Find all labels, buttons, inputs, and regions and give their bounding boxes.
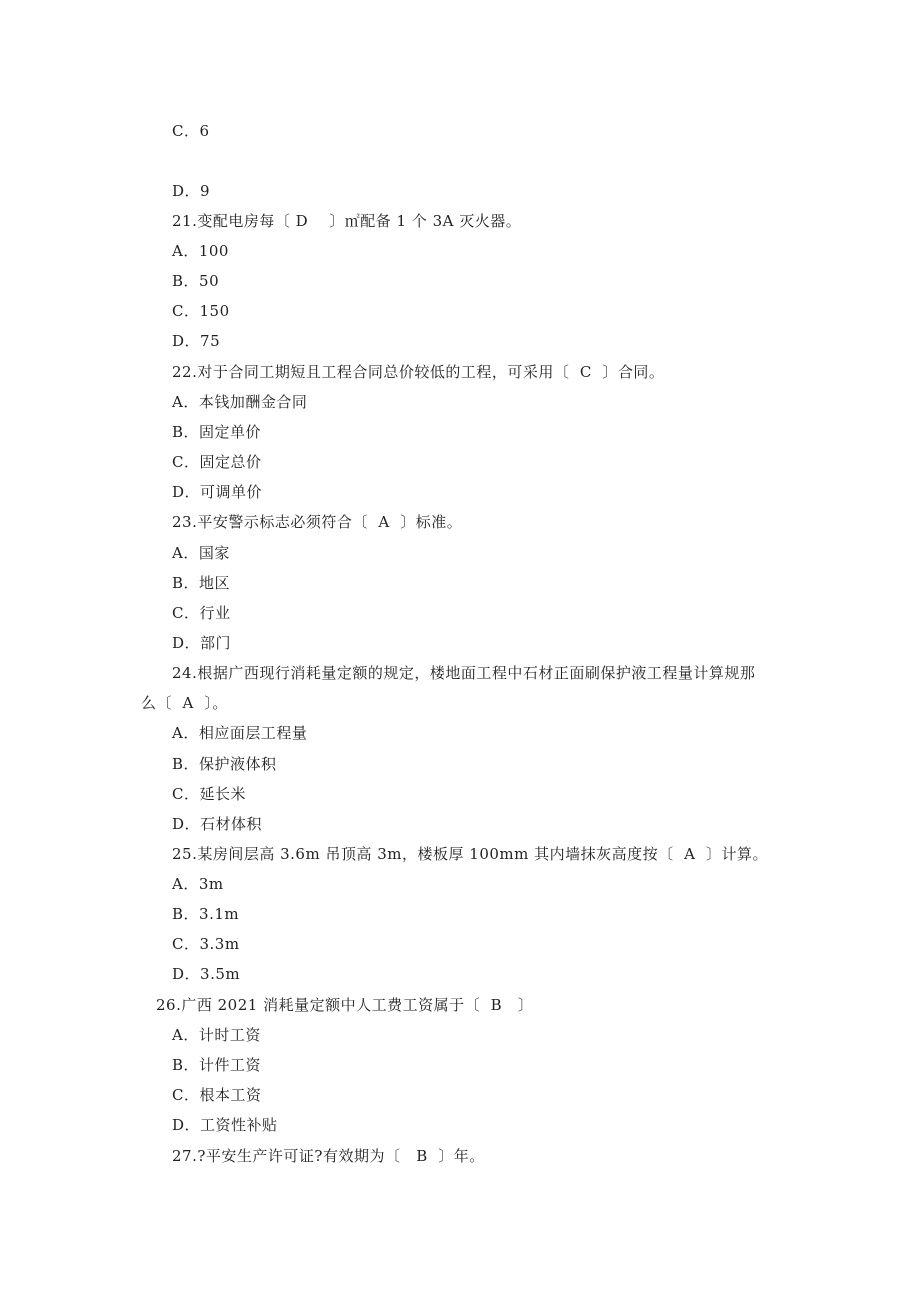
option-c-22: C．固定总价	[172, 453, 262, 471]
option-c-25: C．3.3m	[172, 935, 240, 953]
option-c-24: C．延长米	[172, 785, 246, 803]
option-c-26: C．根本工资	[172, 1086, 262, 1104]
option-d-23: D．部门	[172, 634, 232, 652]
option-d-25: D．3.5m	[172, 965, 241, 983]
option-b-23: B．地区	[172, 574, 231, 592]
option-c-23: C．行业	[172, 604, 231, 622]
question-24: 24.根据广西现行消耗量定额的规定，楼地面工程中石材正面刷保护液工程量计算规那	[172, 664, 756, 682]
option-a-22: A．本钱加酬金合同	[172, 393, 308, 411]
option-b-21: B．50	[172, 272, 220, 290]
option-d-26: D．工资性补贴	[172, 1116, 278, 1134]
option-c-20: C．6	[172, 122, 210, 140]
option-a-21: A．100	[172, 242, 229, 260]
option-a-25: A．3m	[172, 875, 224, 893]
option-a-26: A．计时工资	[172, 1026, 261, 1044]
option-b-25: B．3.1m	[172, 905, 240, 923]
question-27: 27.?平安生产许可证?有效期为〔 B 〕年。	[172, 1147, 485, 1165]
question-26: 26.广西 2021 消耗量定额中人工费工资属于〔 B 〕	[156, 996, 534, 1014]
option-b-22: B．固定单价	[172, 423, 262, 441]
question-25: 25.某房间层高 3.6m 吊顶高 3m，楼板厚 100mm 其内墙抹灰高度按〔 A 〕计算。	[172, 845, 769, 863]
option-a-23: A．国家	[172, 544, 230, 562]
option-b-26: B．计件工资	[172, 1056, 262, 1074]
option-a-24: A．相应面层工程量	[172, 724, 308, 742]
option-d-20: D．9	[172, 182, 211, 200]
question-22: 22.对于合同工期短且工程合同总价较低的工程，可采用〔 C 〕合同。	[172, 363, 665, 381]
option-b-24: B．保护液体积	[172, 755, 277, 773]
option-d-24: D．石材体积	[172, 815, 263, 833]
option-c-21: C．150	[172, 302, 230, 320]
option-d-22: D．可调单价	[172, 483, 263, 501]
question-21: 21.变配电房每〔 D 〕㎡配备 1 个 3A 灭火器。	[172, 212, 522, 230]
option-d-21: D．75	[172, 332, 221, 350]
question-23: 23.平安警示标志必须符合〔 A 〕标准。	[172, 513, 463, 531]
question-24-continued: 么〔 A 〕。	[141, 694, 228, 712]
